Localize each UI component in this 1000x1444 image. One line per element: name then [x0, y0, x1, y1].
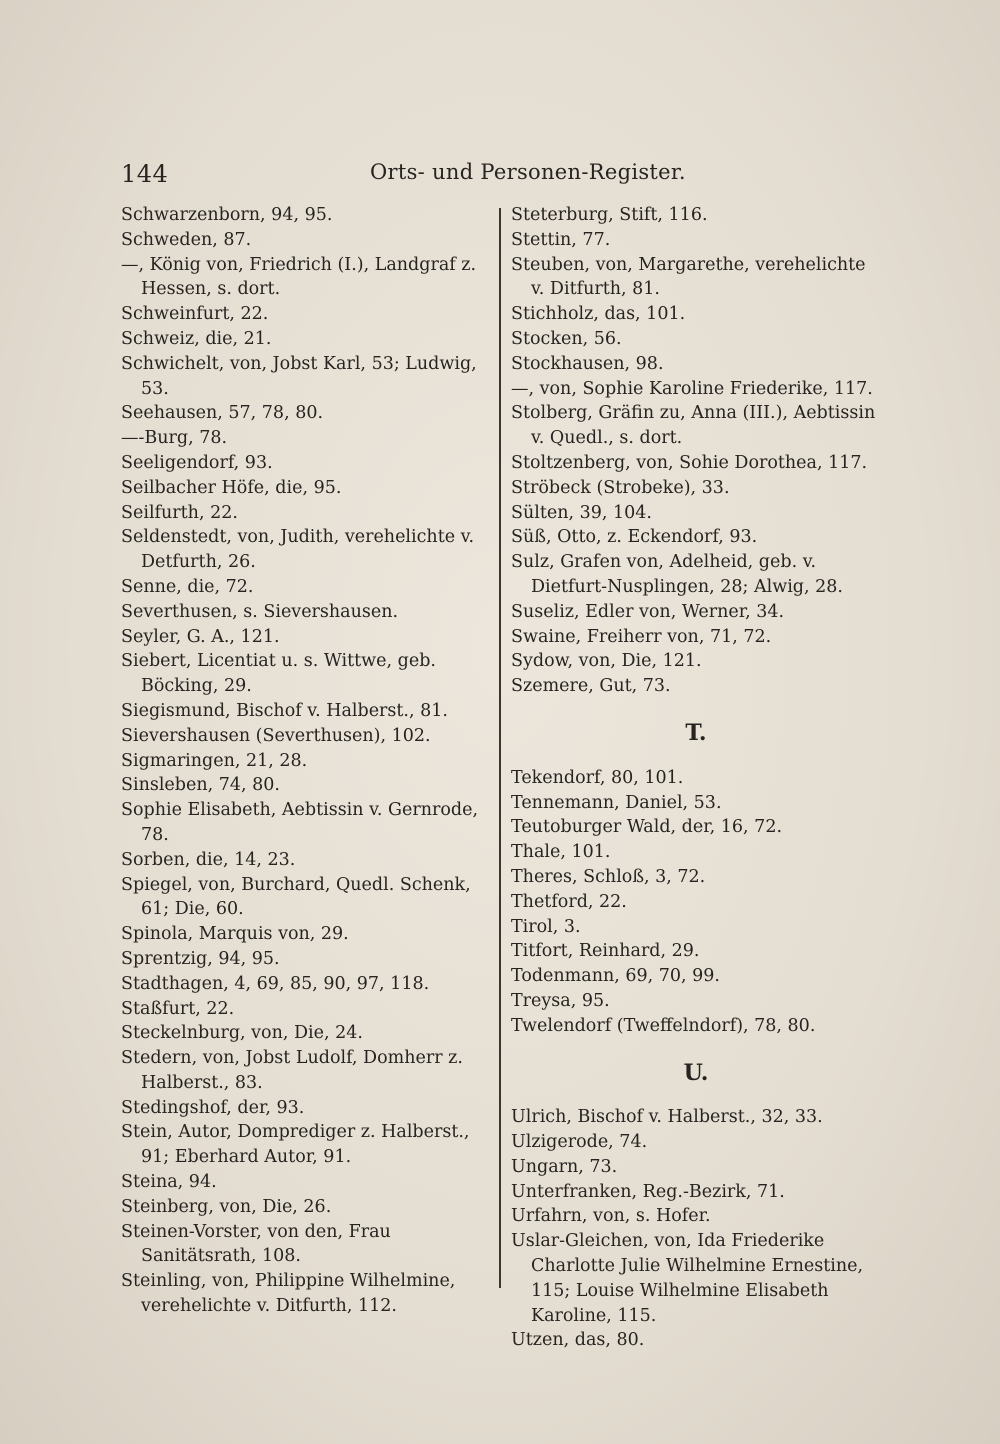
index-entry: Ulzigerode, 74. — [511, 1132, 648, 1153]
index-entry: Suseliz, Edler von, Werner, 34. — [511, 601, 785, 622]
index-entry: Stedingshof, der, 93. — [121, 1097, 305, 1118]
index-entry: Senne, die, 72. — [121, 576, 254, 597]
index-entry: Sinsleben, 74, 80. — [121, 775, 280, 796]
index-entry: Utzen, das, 80. — [511, 1330, 645, 1351]
index-entry: Steckelnburg, von, Die, 24. — [121, 1023, 363, 1044]
index-entry: Sydow, von, Die, 121. — [511, 651, 702, 672]
index-entry: Seehausen, 57, 78, 80. — [121, 403, 324, 424]
index-entry: Tennemann, Daniel, 53. — [511, 792, 722, 813]
index-entry: Thetford, 22. — [511, 891, 627, 912]
index-entry: Swaine, Freiherr von, 71, 72. — [511, 626, 772, 647]
index-entry: Spiegel, von, Burchard, Quedl. Schenk, 61; Die, 60. — [121, 874, 471, 920]
page-number: 144 — [121, 160, 169, 188]
running-header: Orts- und Personen-Register. — [370, 160, 686, 184]
index-entry: Sophie Elisabeth, Aebtissin v. Gernrode, 78. — [121, 800, 479, 845]
index-entry: Urfahrn, von, s. Hofer. — [511, 1206, 711, 1227]
index-entry: —-Burg, 78. — [121, 428, 228, 449]
index-entry: Twelendorf (Tweffelndorf), 78, 80. — [511, 1015, 816, 1036]
index-entry: Siebert, Licentiat u. s. Wittwe, geb. Böcking, 29. — [121, 651, 436, 697]
index-entry: —, von, Sophie Karoline Friederike, 117. — [511, 378, 873, 399]
index-entry: Schweden, 87. — [121, 229, 252, 250]
index-entry: Süß, Otto, z. Eckendorf, 93. — [511, 527, 758, 548]
index-entry: Stein, Autor, Domprediger z. Halberst., 91; Eberhard Autor, 91. — [121, 1122, 470, 1168]
column-divider — [499, 208, 501, 1288]
index-entry: Teutoburger Wald, der, 16, 72. — [511, 817, 783, 838]
index-entry: Stoltzenberg, von, Sohie Dorothea, 117. — [511, 452, 868, 473]
index-entry: Steterburg, Stift, 116. — [511, 205, 708, 225]
index-entry: Todenmann, 69, 70, 99. — [511, 966, 720, 987]
index-entry: Sievershausen (Severthusen), 102. — [121, 725, 431, 746]
index-entry: Sigmaringen, 21, 28. — [121, 750, 308, 771]
index-entry: Staßfurt, 22. — [121, 998, 235, 1019]
index-entry: Seilbacher Höfe, die, 95. — [121, 477, 342, 498]
section-heading-u: U. — [683, 1059, 709, 1086]
index-entry: Titfort, Reinhard, 29. — [511, 941, 700, 962]
index-entry: Schweiz, die, 21. — [121, 328, 272, 349]
index-entry: Stadthagen, 4, 69, 85, 90, 97, 118. — [121, 973, 430, 994]
index-entry: Sülten, 39, 104. — [511, 502, 652, 523]
section-heading-t: T. — [685, 719, 707, 746]
index-entry: Schweinfurt, 22. — [121, 304, 269, 325]
index-entry: Severthusen, s. Sievershausen. — [121, 601, 399, 622]
right-entries — [511, 203, 881, 699]
index-entry: —, König von, Friedrich (I.), Landgraf z. Hessen, s. dort. — [121, 254, 477, 300]
index-entry: Seldenstedt, von, Judith, verehelichte v. Detfurth, 26. — [121, 527, 475, 573]
index-entry: Stichholz, das, 101. — [511, 304, 686, 325]
index-entry: Steinling, von, Philippine Wilhelmine, verehelichte v. Ditfurth, 112. — [121, 1271, 456, 1317]
index-entry: Szemere, Gut, 73. — [511, 676, 671, 697]
index-entry: Sprentzig, 94, 95. — [121, 948, 280, 969]
index-entry: Sorben, die, 14, 23. — [121, 849, 296, 870]
index-entry: Seilfurth, 22. — [121, 502, 238, 523]
index-entry: Sulz, Grafen von, Adelheid, geb. v. Dietfurt-Nusplingen, 28; Alwig, 28. — [511, 552, 843, 597]
index-entry: Steuben, von, Margarethe, verehelichte v. Ditfurth, 81. — [511, 254, 866, 300]
index-entry: Ungarn, 73. — [511, 1156, 618, 1177]
left-index-column — [121, 203, 493, 1319]
index-entry: Uslar-Gleichen, von, Ida Friederike Charlotte Julie Wilhelmine Ernestine, 115; Louise Wilhelmine Elisabeth Karoline, 115. — [511, 1231, 864, 1326]
section-u-entries — [511, 1105, 881, 1353]
index-entry: Thale, 101. — [511, 842, 611, 863]
index-entry: Tekendorf, 80, 101. — [511, 767, 684, 788]
index-entry: Unterfranken, Reg.-Bezirk, 71. — [511, 1181, 785, 1202]
index-entry: Stockhausen, 98. — [511, 353, 664, 374]
index-entry: Seyler, G. A., 121. — [121, 626, 280, 647]
index-entry: Schwarzenborn, 94, 95. — [121, 205, 333, 225]
index-entry: Stolberg, Gräfin zu, Anna (III.), Aebtissin v. Quedl., s. dort. — [511, 403, 876, 449]
index-entry: Theres, Schloß, 3, 72. — [511, 866, 706, 887]
index-entry: Steina, 94. — [121, 1172, 217, 1193]
index-entry: Treysa, 95. — [511, 990, 610, 1011]
index-entry: Steinberg, von, Die, 26. — [121, 1196, 332, 1217]
index-entry: Steinen-Vorster, von den, Frau Sanitätsrath, 108. — [121, 1221, 391, 1267]
section-t-entries — [511, 766, 881, 1039]
index-entry: Schwichelt, von, Jobst Karl, 53; Ludwig, 53. — [121, 353, 477, 399]
index-entry: Seeligendorf, 93. — [121, 452, 273, 473]
index-entry: Stedern, von, Jobst Ludolf, Domherr z. Halberst., 83. — [121, 1048, 463, 1093]
index-entry: Stocken, 56. — [511, 328, 622, 349]
index-entry: Stettin, 77. — [511, 229, 611, 250]
index-entry: Siegismund, Bischof v. Halberst., 81. — [121, 700, 448, 721]
index-entry: Spinola, Marquis von, 29. — [121, 924, 349, 945]
index-entry: Tirol, 3. — [511, 916, 581, 937]
index-entry: Ströbeck (Strobeke), 33. — [511, 477, 730, 498]
right-index-column — [511, 203, 881, 1353]
index-entry: Ulrich, Bischof v. Halberst., 32, 33. — [511, 1107, 823, 1128]
